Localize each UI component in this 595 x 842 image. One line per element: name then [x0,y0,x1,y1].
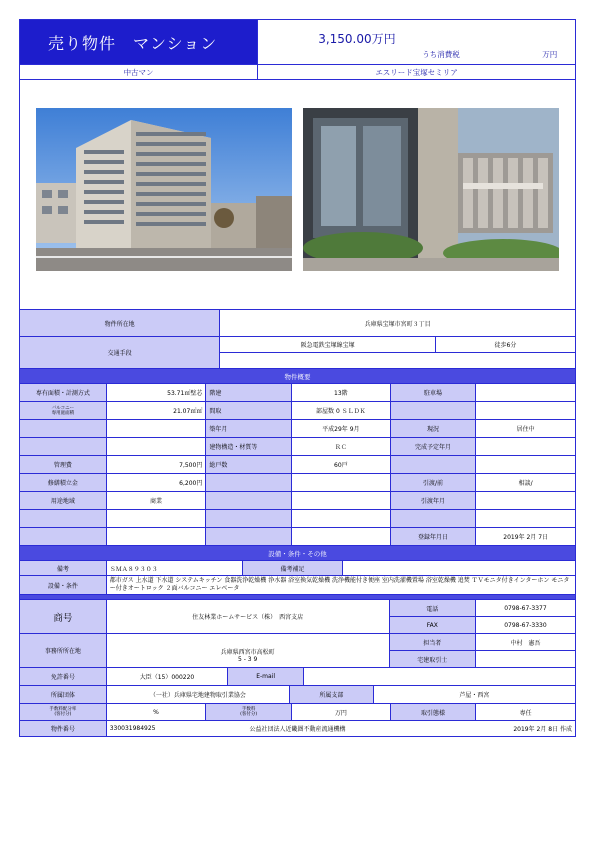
rate-value: % [106,704,206,720]
zoning-label: 用途地域 [20,492,106,509]
walk-value: 徒歩6分 [435,337,575,352]
trade-mode-value: 専任 [475,704,575,720]
fax-label: FAX [390,617,475,633]
assoc-value: （一社）兵庫県宅地建物取引業協会 [106,686,289,703]
built-value: 平成29年 9月 [291,420,390,437]
summary-row-4 [20,437,575,455]
structure-value: ＲＣ [291,438,390,455]
summary-row-2 [20,401,575,419]
sheet-title: 売り物件 マンション [20,20,257,64]
summary-row-1 [20,383,575,401]
floors-value: 13階 [291,384,390,401]
title-row [20,20,575,64]
branch-value: 芦屋・西宮 [373,686,575,703]
structure-label: 建物構造・材質等 [205,438,291,455]
branch-label: 所属支部 [289,686,373,703]
station-value: 阪急電鉄宝塚線宝塚 [300,342,355,349]
equipment-label: 設備・条件 [20,576,106,594]
staff-value: 中村 憲吾 [475,634,575,650]
category-row [20,64,575,79]
summary-band: 物件概要 [20,369,575,383]
footer-row [20,720,575,736]
property-sheet [19,19,576,737]
office-row [20,633,575,667]
status-value: 居住中 [475,420,575,437]
registered-value: 2019年 2月 7日 [475,528,575,545]
summary-row-5 [20,455,575,473]
tel-label: 電話 [390,600,475,616]
property-number-label: 物件番号 [20,721,106,736]
trade-row [20,599,575,633]
units-label: 総戸数 [205,456,291,473]
balcony-label: バルコニー 専用庭面積 [20,402,106,419]
remarks-extra-label: 備考補足 [242,561,342,575]
remarks-row [20,560,575,575]
fax-value: 0798-67-3330 [475,617,575,633]
office-value-1: 兵庫県西宮市高松町 [220,648,275,656]
license-value: 大臣（15）000220 [106,668,228,685]
built-label: 築年月 [205,420,291,437]
area-value: 53.71㎡壁芯 [106,384,206,401]
equipment-value: 都市ガス 上水道 下水道 システムキッチン 食器洗浄乾燥機 浄水器 浴室換気乾燥機 洗浄機能付き便座 室内洗濯機置場 浴室乾燥機 追焚 ＴＶモニタ付きインターホン モニター付きオートロック ２面バルコニー エレベータ [106,576,575,594]
building-exterior-photo [36,108,292,271]
assoc-label: 所属団体 [20,686,106,703]
property-number-value: 330031984925 [106,721,206,736]
layout-value: 部屋数 0 ＳＬＤＫ [291,402,390,419]
completion-label: 完成予定年月 [390,438,476,455]
summary-row-6 [20,473,575,491]
summary-row-8 [20,509,575,527]
staff-label: 担当者 [390,634,475,650]
price-block [257,20,575,64]
fee-value: 万円 [291,704,390,720]
summary-row-3 [20,419,575,437]
layout-label: 間取 [205,402,291,419]
repair-label: 修繕積立金 [20,474,106,491]
email-label: E-mail [227,668,303,685]
fee-row [20,703,575,720]
delivery-date-label: 引渡年月 [390,492,476,509]
trade-mode-label: 取引態様 [390,704,476,720]
remarks-value: ＳＭＡ８９３０３ [106,561,243,575]
zoning-value: 商業 [106,492,206,509]
property-name: エスリード宝塚セミリア [257,65,575,79]
summary-row-9 [20,527,575,545]
balcony-value: 21.07㎡㎡ [106,402,206,419]
assoc-row [20,685,575,703]
registered-label: 登録年月日 [390,528,476,545]
trade-label: 商号 [20,600,106,633]
transport-label: 交通手段 [20,337,219,368]
email-value [303,668,575,685]
mgmt-value: 7,500円 [106,456,206,473]
entrance-photo [303,108,559,271]
trade-value: 住友林業ホームサービス（株） 西宮支店 [106,600,389,633]
address-label: 物件所在地 [20,310,219,336]
photo-area [20,79,575,309]
remarks-label: 備考 [20,561,106,575]
broker-label: 宅建取引士 [390,651,475,667]
tel-value: 0798-67-3377 [475,600,575,616]
repair-value: 6,200円 [106,474,206,491]
parking-value [475,384,575,401]
fee-label: 手数料 (客付分) [205,704,291,720]
office-value-2: 5 - 3 9 [238,655,258,663]
conditions-band: 設備・条件・その他 [20,546,575,560]
transport-row [20,336,575,368]
license-row [20,667,575,685]
tax-label: うち消費税 [422,50,460,59]
category: 中古マン [123,67,154,77]
status-label: 現況 [390,420,476,437]
equipment-row [20,575,575,594]
created-date: 2019年 2月 8日 作成 [513,726,572,733]
units-value: 60戸 [291,456,390,473]
address-row [20,309,575,336]
delivery-label: 引渡/前 [390,474,476,491]
price: 3,150.00万円 [318,32,396,46]
parking-label: 駐車場 [390,384,476,401]
area-label: 専有面積・計測方式 [20,384,106,401]
tax-unit: 万円 [542,50,558,59]
mgmt-label: 管理費 [20,456,106,473]
delivery-value: 相談/ [475,474,575,491]
address-value: 兵庫県宝塚市宮町３丁目 [219,310,575,336]
license-label: 免許番号 [20,668,106,685]
floors-label: 階建 [205,384,291,401]
office-label: 事務所所在地 [20,634,106,667]
organization: 公益社団法人近畿圏不動産流通機構 [249,726,346,733]
summary-row-7 [20,491,575,509]
rate-label: 手数料配分率 (客付分) [20,704,106,720]
